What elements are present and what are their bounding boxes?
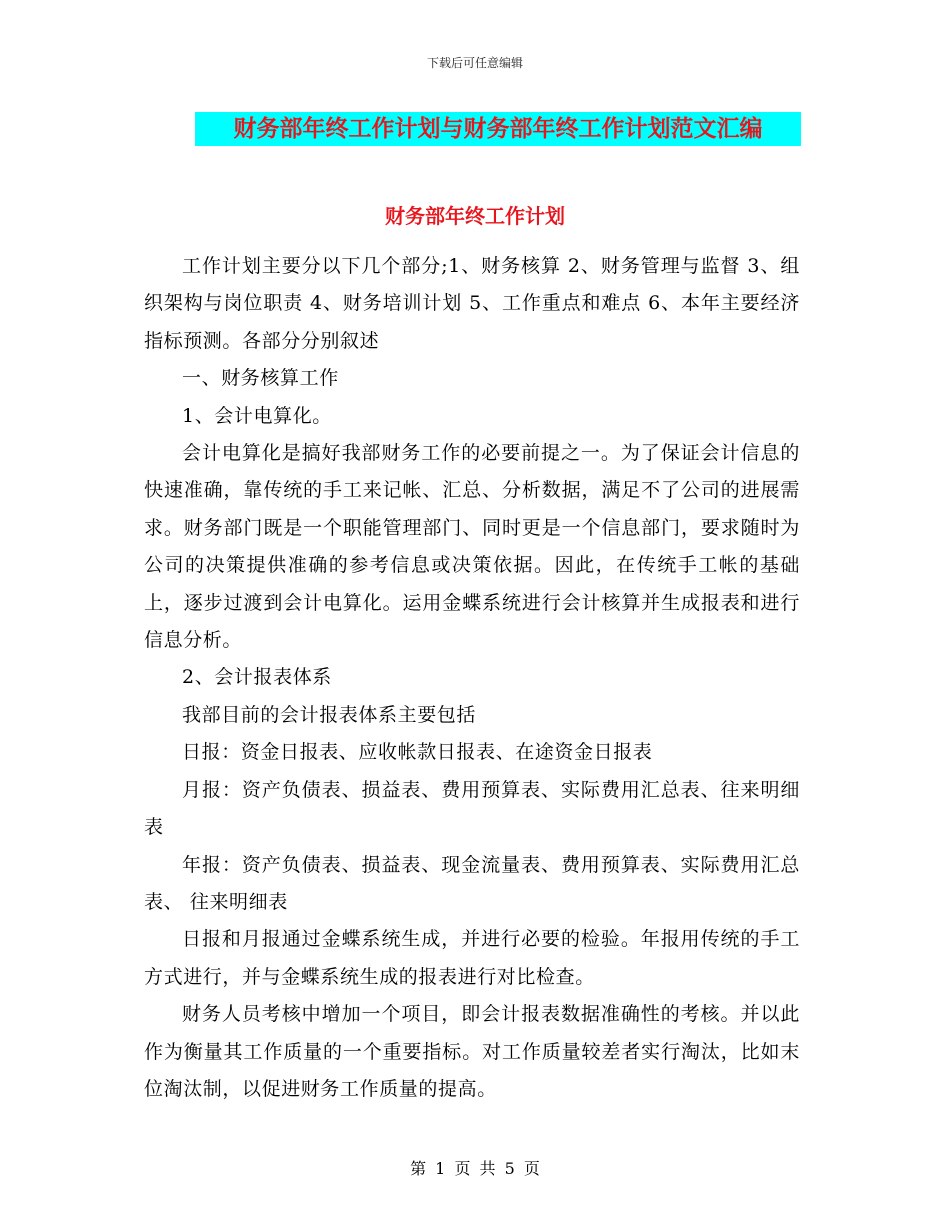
heading-financial-accounting: 一、财务核算工作 bbox=[182, 367, 339, 390]
subheading-computerized-accounting: 1、会计电算化。 bbox=[182, 404, 332, 427]
paragraph-report-generation: 日报和月报通过金蝶系统生成，并进行必要的检验。年报用传统的手工方式进行，并与金蝶系统生成的报表进行对比检查。 bbox=[144, 928, 800, 988]
subheading-report-system: 2、会计报表体系 bbox=[182, 666, 332, 689]
document-title-highlight bbox=[195, 112, 801, 146]
paragraph-computerized-accounting: 会计电算化是搞好我部财务工作的必要前提之一。为了保证会计信息的快速准确，靠传统的手工来记帐、汇总、分析数据，满足不了公司的进展需求。财务部门既是一个职能管理部门、同时更是一个信息部门，要求随时为公司的决策提供准确的参考信息或决策依据。因此，在传统手工帐的基础上，逐步过渡到会计电算化。运用金蝶系统进行会计核算并生成报表和进行信息分析。 bbox=[144, 442, 800, 652]
section-title: 财务部年终工作计划 bbox=[385, 204, 565, 228]
paragraph-monthly-reports: 月报：资产负债表、损益表、费用预算表、实际费用汇总表、往来明细表 bbox=[144, 778, 800, 839]
page-number: 第 1 页 共 5 页 bbox=[410, 1159, 540, 1178]
page-header-note: 下载后可任意编辑 bbox=[426, 56, 523, 70]
document-body bbox=[144, 248, 800, 1108]
document-title: 财务部年终工作计划与财务部年终工作计划范文汇编 bbox=[233, 116, 763, 142]
paragraph-staff-assessment: 财务人员考核中增加一个项目，即会计报表数据准确性的考核。并以此作为衡量其工作质量的一个重要指标。对工作质量较差者实行淘汰，比如末位淘汰制，以促进财务工作质量的提高。 bbox=[144, 1003, 800, 1100]
paragraph-report-system-intro: 我部目前的会计报表体系主要包括 bbox=[182, 703, 477, 726]
paragraph-intro: 工作计划主要分以下几个部分;1、财务核算 2、财务管理与监督 3、组织架构与岗位职责 4、财务培训计划 5、工作重点和难点 6、本年主要经济指标预测。各部分分别叙述 bbox=[144, 255, 800, 352]
paragraph-annual-reports: 年报：资产负债表、损益表、现金流量表、费用预算表、实际费用汇总表、 往来明细表 bbox=[144, 853, 800, 913]
paragraph-daily-reports: 日报：资金日报表、应收帐款日报表、在途资金日报表 bbox=[182, 741, 653, 764]
